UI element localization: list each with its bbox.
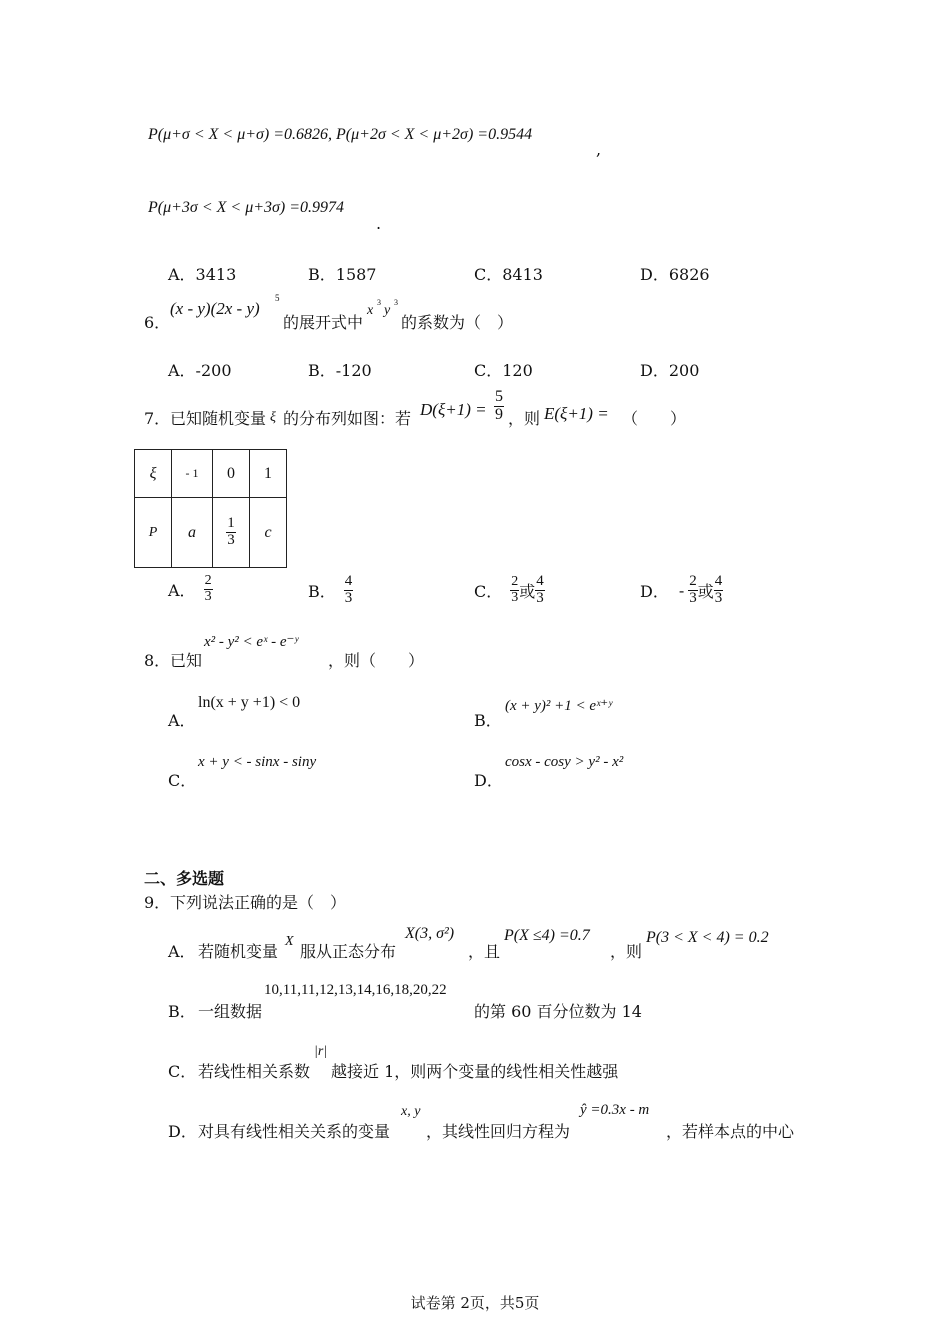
q9-option-d-t2: ，其线性回归方程为 — [426, 1122, 571, 1141]
q9-option-d-t3: ，若样本点的中心 — [666, 1122, 795, 1141]
q6-expr: (x - y)(2x - y) — [170, 299, 260, 318]
q7-b-num: 4 — [344, 573, 353, 589]
q7-e-expr: E(ξ+1) = — [544, 404, 609, 423]
q7-c-num2: 4 — [536, 573, 544, 589]
q9-option-a-label[interactable]: A． — [168, 942, 196, 961]
q6-term-y: y — [384, 303, 391, 318]
q7-option-d[interactable] — [640, 574, 723, 607]
table-cell-c: c — [250, 498, 287, 568]
q8-option-a-label[interactable]: A． — [168, 711, 196, 730]
q7-c-num1: 2 — [511, 574, 519, 590]
page-footer: 试卷第 2页，共5页 — [410, 1294, 540, 1312]
q7-option-b[interactable] — [308, 574, 353, 607]
q9-option-a-p1: P(X ≤4) =0.7 — [504, 927, 590, 944]
q7-a-num: 2 — [204, 573, 212, 588]
q9-option-b-data: 10,11,11,12,13,14,16,18,20,22 — [264, 982, 447, 998]
q5-formula-line1: P(μ+σ < X < μ+σ) =0.6826, P(μ+2σ < X < μ+2σ) =0.9544 — [148, 126, 533, 143]
q9-option-c-r: |r| — [314, 1044, 328, 1059]
q7-text3: ，则 — [508, 409, 541, 428]
q7-c-den2: 3 — [536, 589, 544, 606]
q9-number: 9． — [144, 893, 171, 912]
q9-text: 下列说法正确的是（ ） — [170, 893, 347, 912]
q9-option-a-t1: 若随机变量 — [198, 942, 279, 961]
q5-period: . — [376, 214, 382, 233]
q7-option-d-label: D． — [640, 581, 669, 601]
q7-d-den1: 3 — [689, 589, 697, 606]
q8-option-a-expr: ln(x + y +1) < 0 — [198, 694, 301, 711]
q9-option-b-label[interactable]: B． — [168, 1002, 196, 1021]
q7-option-c[interactable] — [474, 574, 545, 607]
q6-text-mid: 的展开式中 — [283, 313, 364, 332]
q7-text4: （ ） — [622, 409, 687, 428]
q6-exp5: 5 — [275, 293, 280, 303]
table-cell-neg1: - 1 — [172, 450, 213, 498]
table-frac-den: 3 — [227, 532, 235, 548]
q7-option-b-label: B． — [308, 581, 336, 601]
q7-d-numerator: 5 — [495, 388, 503, 405]
q5-comma: , — [596, 140, 602, 159]
section-title: 二、多选题 — [144, 869, 225, 888]
q8-option-d-expr: cosx - cosy > y² - x² — [505, 754, 624, 770]
q9-option-c-t2: 越接近 1，则两个变量的线性相关性越强 — [331, 1062, 619, 1081]
q7-text2: 的分布列如图：若 — [283, 409, 412, 428]
q5-option-a[interactable]: A．3413 — [168, 265, 237, 284]
q6-term-x: x — [367, 303, 374, 318]
q6-text-end: 的系数为（ ） — [401, 313, 514, 332]
q7-option-a-label: A． — [168, 580, 196, 600]
q5-option-c[interactable]: C．8413 — [474, 265, 543, 284]
q8-option-b-label[interactable]: B． — [474, 711, 502, 730]
table-cell-a: a — [172, 498, 213, 568]
q7-option-c-label: C． — [474, 581, 503, 601]
q9-option-a-t3: ，且 — [468, 942, 501, 961]
q7-c-den1: 3 — [511, 589, 519, 605]
q7-number: 7． — [144, 409, 171, 428]
q7-option-a[interactable] — [168, 574, 213, 604]
q9-option-a-x: X — [285, 934, 294, 949]
q6-term-y-exp: 3 — [394, 298, 398, 307]
q9-option-a-dist: X(3, σ²) — [405, 925, 455, 942]
q7-a-den: 3 — [204, 588, 212, 604]
q8-given: x² - y² < eˣ - e⁻ʸ — [204, 634, 299, 650]
q7-d-expr: D(ξ+1) = — [420, 400, 487, 419]
q9-option-b-t2: 的第 60 百分位数为 14 — [474, 1002, 642, 1021]
q7-c-or: 或 — [519, 581, 536, 601]
q8-text1: 已知 — [170, 651, 203, 670]
q9-option-a-t2: 服从正态分布 — [300, 942, 397, 961]
q7-text1: 已知随机变量 — [170, 409, 267, 428]
q6-option-b[interactable]: B．-120 — [308, 361, 372, 380]
q9-option-c-label[interactable]: C． — [168, 1062, 197, 1081]
q5-option-b[interactable]: B．1587 — [308, 265, 377, 284]
table-cell-p: P — [135, 498, 172, 568]
q7-d-den2: 3 — [714, 589, 723, 606]
table-cell-one-third — [213, 498, 250, 568]
q9-option-d-label[interactable]: D． — [168, 1122, 197, 1141]
q6-term-x-exp: 3 — [377, 298, 381, 307]
q6-option-c[interactable]: C．120 — [474, 361, 533, 380]
q9-option-d-xy: x, y — [401, 1104, 421, 1119]
q8-option-c-label[interactable]: C． — [168, 771, 197, 790]
q6-number: 6． — [144, 313, 171, 332]
q8-text2: ，则（ ） — [328, 651, 425, 670]
q7-d-fraction — [494, 389, 504, 424]
q6-option-a[interactable]: A．-200 — [168, 361, 232, 380]
q9-option-d-t1: 对具有线性相关关系的变量 — [198, 1122, 391, 1141]
q7-d-denominator: 9 — [495, 405, 503, 423]
q7-d-num2: 4 — [714, 573, 723, 589]
q9-option-b-t1: 一组数据 — [198, 1002, 263, 1021]
q9-option-a-t4: ，则 — [610, 942, 643, 961]
table-frac-num: 1 — [227, 515, 235, 532]
q9-option-a-p2: P(3 < X < 4) = 0.2 — [646, 929, 769, 946]
table-cell-0: 0 — [213, 450, 250, 498]
q7-d-or: 或 — [697, 581, 714, 601]
q8-number: 8． — [144, 651, 171, 670]
q8-option-c-expr: x + y < - sinx - siny — [198, 754, 317, 770]
q7-d-num1: 2 — [689, 573, 697, 589]
q7-xi: ξ — [270, 410, 276, 425]
q7-b-den: 3 — [344, 589, 353, 606]
q8-option-b-expr: (x + y)² +1 < eˣ⁺ʸ — [505, 698, 613, 714]
q8-option-d-label[interactable]: D． — [474, 771, 503, 790]
distribution-table — [134, 449, 287, 568]
q7-d-minus: - — [678, 580, 685, 600]
q9-option-c-t1: 若线性相关系数 — [198, 1062, 311, 1081]
table-cell-xi: ξ — [135, 450, 172, 498]
q6-option-d[interactable]: D．200 — [640, 361, 700, 380]
table-cell-1: 1 — [250, 450, 287, 498]
q9-option-d-eq: ŷ =0.3x - m — [580, 1102, 650, 1118]
q5-option-d[interactable]: D．6826 — [640, 265, 710, 284]
q5-formula-line2: P(μ+3σ < X < μ+3σ) =0.9974 — [148, 199, 345, 216]
